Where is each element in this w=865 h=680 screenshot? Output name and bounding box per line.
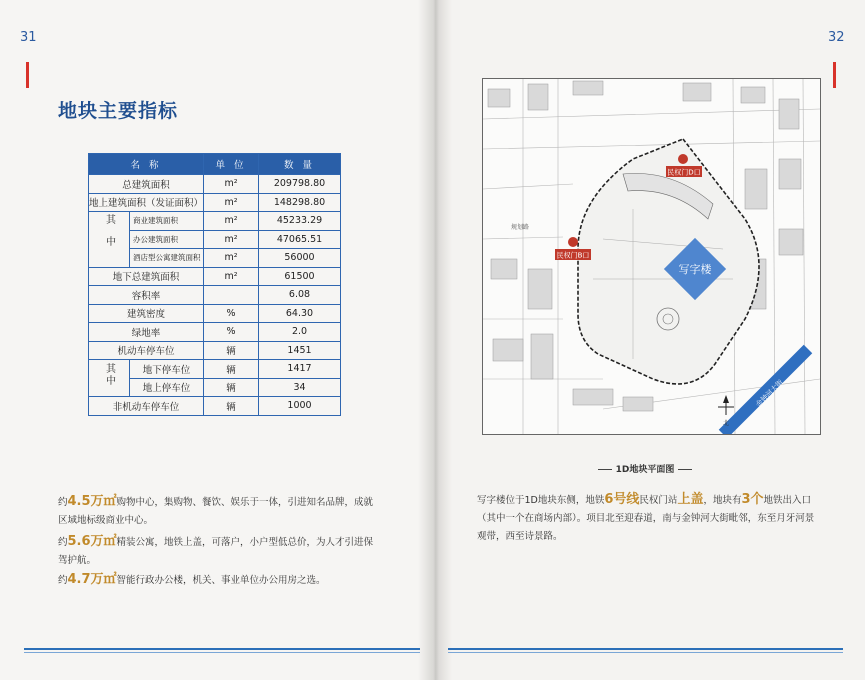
- row-name: 机动车停车位: [89, 341, 204, 360]
- indicator-table: [88, 153, 341, 416]
- red-accent-bar-left: [26, 62, 29, 88]
- desc-text: 地铁出入口（其中一个在商场内部）。项目北至迎春道，南与金钟河大街毗邻，东至月牙河景观带，西至诗景路。: [477, 495, 815, 542]
- site-plan-drawing: [483, 79, 820, 434]
- desc-text: 精装公寓，地铁上盖，可落户，小户型低总价，为人才引进保驾护航。: [58, 537, 374, 566]
- bottom-rule-left: [24, 648, 420, 650]
- bottom-rule-left-thin: [24, 652, 420, 653]
- bottom-rule-right: [448, 648, 843, 650]
- row-unit: 辆: [204, 378, 259, 397]
- table-row: [89, 323, 341, 342]
- metro-icon: [568, 237, 578, 247]
- row-unit: m²: [204, 212, 259, 231]
- row-unit: m²: [204, 267, 259, 286]
- row-unit: %: [204, 323, 259, 342]
- bottom-rule-right-thin: [448, 652, 843, 653]
- group-label-qizhong: [89, 212, 130, 268]
- row-unit: 辆: [204, 341, 259, 360]
- row-value: 209798.80: [259, 175, 341, 194]
- row-name: 办公建筑面积: [130, 230, 204, 249]
- desc-highlight: 4.5万㎡: [67, 494, 117, 509]
- desc-highlight: 6号线: [604, 492, 640, 507]
- row-value: 1417: [259, 360, 341, 379]
- row-value: 148298.80: [259, 193, 341, 212]
- group-label-qizhong: [89, 360, 130, 397]
- row-name: 非机动车停车位: [89, 397, 204, 416]
- row-value: 47065.51: [259, 230, 341, 249]
- desc-text: 智能行政办公楼，机关、事业单位办公用房之选。: [116, 575, 326, 586]
- row-name: 绿地率: [89, 323, 204, 342]
- row-unit: [204, 286, 259, 305]
- metro-exit-label: 民权门D口: [667, 168, 701, 177]
- group-label-text: 其中: [103, 213, 115, 258]
- row-value: 45233.29: [259, 212, 341, 231]
- metro-icon: [678, 154, 688, 164]
- desc-paragraph-2: [58, 533, 378, 570]
- north-label: 北: [722, 420, 730, 427]
- row-name: 总建筑面积: [89, 175, 204, 194]
- table-row: [89, 175, 341, 194]
- header-value: 数 量: [259, 154, 341, 175]
- book-gutter: [418, 0, 452, 680]
- page-title: 地块主要指标: [58, 100, 179, 122]
- desc-text: 购物中心，集购物、餐饮、娱乐于一体，引进知名品牌，成就区域地标级商业中心。: [58, 497, 374, 526]
- desc-text: 写字楼位于1D地块东侧，地铁: [477, 495, 605, 506]
- row-name: 地上建筑面积（发证面积）: [89, 193, 204, 212]
- metro-exit-label: 民权门B口: [556, 251, 590, 260]
- page-number-left: 31: [20, 30, 37, 45]
- road-label: 金钟河大街: [754, 378, 785, 409]
- desc-pre: 约: [58, 575, 68, 586]
- row-unit: 辆: [204, 360, 259, 379]
- row-unit: m²: [204, 193, 259, 212]
- desc-pre: 约: [58, 497, 68, 508]
- table-row: [89, 397, 341, 416]
- caption-rule: [598, 469, 612, 470]
- desc-paragraph-3: [58, 571, 378, 590]
- table-row: [89, 341, 341, 360]
- map-caption: [590, 462, 700, 475]
- row-value: 34: [259, 378, 341, 397]
- table-row: [89, 212, 341, 231]
- header-name: 名 称: [89, 154, 204, 175]
- caption-text: 1D地块平面图: [615, 465, 675, 475]
- row-value: 64.30: [259, 304, 341, 323]
- row-unit: m²: [204, 249, 259, 268]
- caption-rule: [678, 469, 692, 470]
- row-name: 商业建筑面积: [130, 212, 204, 231]
- desc-paragraph-1: [58, 493, 378, 530]
- desc-highlight: 上盖: [677, 492, 704, 507]
- row-unit: m²: [204, 175, 259, 194]
- table-row: [89, 286, 341, 305]
- group-label-text: 其中: [103, 362, 115, 387]
- row-value: 1000: [259, 397, 341, 416]
- row-name: 地上停车位: [130, 378, 204, 397]
- desc-highlight: 3个: [741, 492, 764, 507]
- row-name: 容积率: [89, 286, 204, 305]
- desc-highlight: 4.7万㎡: [67, 572, 117, 587]
- desc-text: 民权门站: [639, 495, 678, 506]
- row-name: 建筑密度: [89, 304, 204, 323]
- row-value: 2.0: [259, 323, 341, 342]
- table-header-row: [89, 154, 341, 175]
- table-row: [89, 304, 341, 323]
- right-desc-paragraph: [477, 491, 817, 546]
- row-unit: %: [204, 304, 259, 323]
- header-unit: 单 位: [204, 154, 259, 175]
- page-number-right: 32: [828, 30, 845, 45]
- row-value: 56000: [259, 249, 341, 268]
- row-name: 酒店型公寓建筑面积: [130, 249, 204, 268]
- row-value: 61500: [259, 267, 341, 286]
- site-plan-map: [482, 78, 821, 435]
- row-unit: m²: [204, 230, 259, 249]
- desc-highlight: 5.6万㎡: [67, 534, 117, 549]
- row-name: 地下总建筑面积: [89, 267, 204, 286]
- office-tower-label: 写字楼: [678, 263, 712, 276]
- row-unit: 辆: [204, 397, 259, 416]
- table-row: [89, 267, 341, 286]
- desc-text: ，地块有: [703, 495, 742, 506]
- desc-pre: 约: [58, 537, 68, 548]
- table-row: [89, 360, 341, 379]
- row-value: 1451: [259, 341, 341, 360]
- red-accent-bar-right: [833, 62, 836, 88]
- table-row: [89, 193, 341, 212]
- row-name: 地下停车位: [130, 360, 204, 379]
- row-value: 6.08: [259, 286, 341, 305]
- street-label: 规划路: [511, 224, 530, 231]
